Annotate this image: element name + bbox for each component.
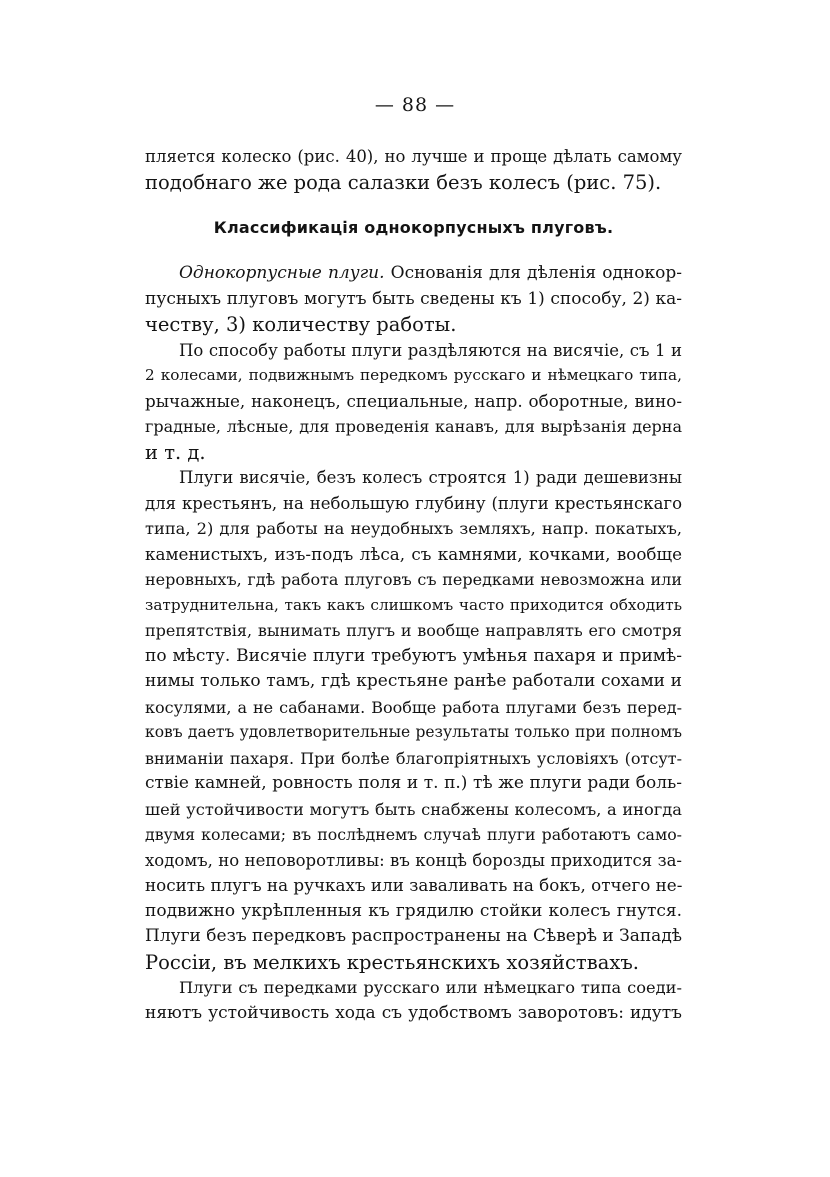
text-line: 2 колесами, подвижнымъ передкомъ русскаго и нѣмецкаго типа, [145,366,682,384]
text-line: По способу работы плуги раздѣляются на висячіе, съ 1 и [179,341,682,360]
text-line: носить плугъ на ручкахъ или заваливать на бокъ, отчего не- [145,875,683,895]
text-line: ствіе камней, ровность поля и т. п.) тѣ же плуги ради боль- [145,773,682,793]
text-line: препятствія, вынимать плугъ и вообще направлять его смотря [145,621,682,640]
text-line: Плуги безъ передковъ распространены на Сѣверѣ и Западѣ [145,926,683,946]
text-line: градные, лѣсные, для проведенія канавъ, для вырѣзанія дерна [145,417,682,436]
text-line: двумя колесами; въ послѣднемъ случаѣ плуги работаютъ само- [145,825,682,844]
text-line: и т. д. [145,441,206,464]
text-line: Плуги съ передками русскаго или нѣмецкаго типа соеди- [179,978,682,997]
section-heading: Классификація однокорпусныхъ плуговъ. [213,218,614,237]
text-line: Россіи, въ мелкихъ крестьянскихъ хозяйствахъ. [145,951,639,974]
text-line [145,261,682,286]
paragraph-lead-italic: Однокорпусные плуги. [179,263,385,283]
text-line: Плуги висячіе, безъ колесъ строятся 1) ради дешевизны [179,468,682,487]
text-line: косулями, а не сабанами. Вообще работа плугами безъ перед- [145,698,682,717]
text-line: рычажные, наконецъ, специальные, напр. оборотные, вино- [145,391,682,411]
text-line: подвижно укрѣпленныя къ грядилю стойки колесъ гнутся. [145,901,682,921]
text-line: няютъ устойчивость хода съ удобствомъ заворотовъ: идутъ [145,1003,682,1023]
text-line: по мѣсту. Висячіе плуги требуютъ умѣнья пахаря и примѣ- [145,646,682,666]
text-line: затруднительна, такъ какъ слишкомъ часто приходится обходить [145,596,682,614]
text-line: шей устойчивости могутъ быть снабжены колесомъ, а иногда [145,800,682,819]
paragraph-lead-text: Основанія для дѣленія однокор- [384,263,682,283]
text-line: каменистыхъ, изъ-подъ лѣса, съ камнями, кочками, вообще [145,544,682,564]
page-number: — 88 — [374,94,456,116]
text-line: ковъ даетъ удовлетворительные результаты только при полномъ [145,723,682,741]
text-line: ходомъ, но неповоротливы: въ концѣ борозды приходится за- [145,851,682,870]
text-line: нимы только тамъ, гдѣ крестьяне ранѣе работали сохами и [145,671,682,691]
text-line: подобнаго же рода салазки безъ колесъ (рис. 75). [145,171,662,194]
text-line: честву, 3) количеству работы. [145,313,457,336]
text-line: неровныхъ, гдѣ работа плуговъ съ передками невозможна или [145,570,682,589]
text-line: для крестьянъ, на небольшую глубину (плуги крестьянскаго [145,494,682,513]
text-line: пляется колеско (рис. 40), но лучше и проще дѣлать самому [145,147,682,166]
text-line: типа, 2) для работы на неудобныхъ земляхъ, напр. покатыхъ, [145,519,682,538]
text-line: вниманіи пахаря. При болѣе благопріятныхъ условіяхъ (отсут- [145,749,682,768]
text-line: пусныхъ плуговъ могутъ быть сведены къ 1) способу, 2) ка- [145,289,682,309]
